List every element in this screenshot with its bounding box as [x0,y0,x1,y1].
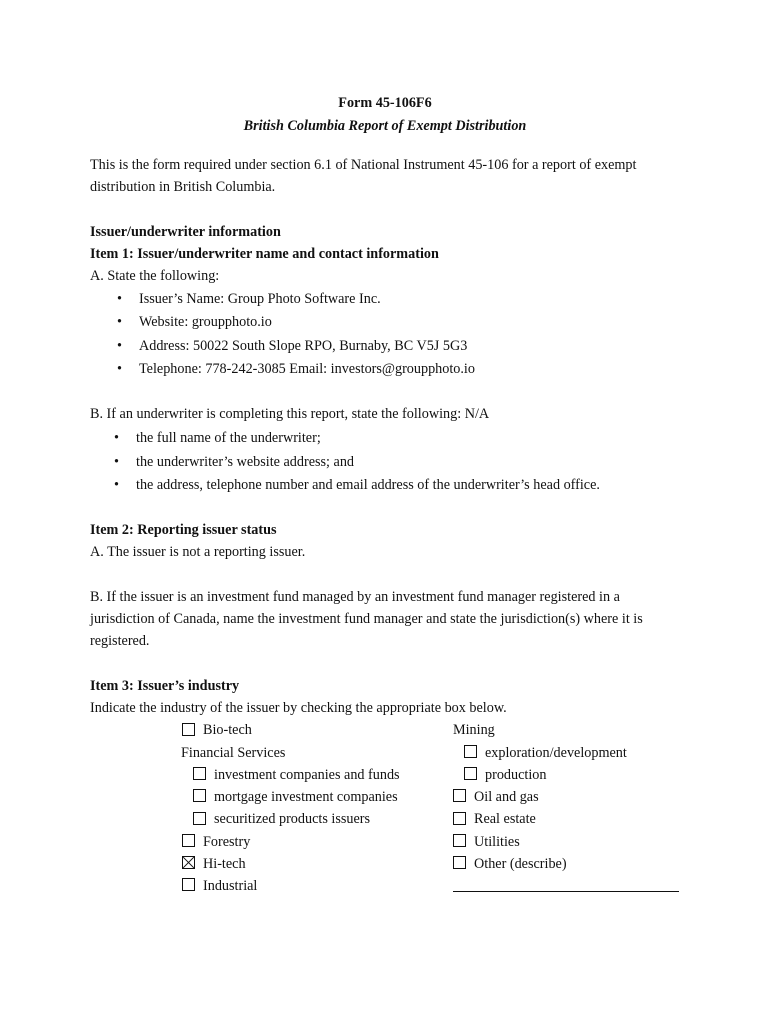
item-3-heading: Item 3: Issuer’s industry [90,678,240,694]
underwriter-website: the underwriter’s website address; and [136,454,355,470]
item-2-heading: Item 2: Reporting issuer status [90,522,277,538]
issuer-address: Address: 50022 South Slope RPO, Burnaby, BC V5J 5G3 [139,338,468,354]
intro-line-1: This is the form required under section 6.1 of National Instrument 45-106 for a report of exempt [90,157,637,173]
list-item [114,430,321,446]
list-item [117,338,467,354]
other-checkbox[interactable] [453,856,466,869]
item-3-instruction: Indicate the industry of the issuer by checking the appropriate box below. [90,700,507,716]
item-1-heading: Item 1: Issuer/underwriter name and contact information [90,246,439,262]
bullet-glyph: • [117,291,122,307]
forestry-checkbox[interactable] [182,834,195,847]
production-checkbox[interactable] [464,767,477,780]
issuer-name: Issuer’s Name: Group Photo Software Inc. [139,291,381,307]
biotech-label: Bio-tech [203,722,252,738]
underwriter-name: the full name of the underwriter; [136,430,321,446]
production-label: production [485,767,547,783]
hitech-checkbox[interactable] [182,856,195,869]
other-describe-line[interactable] [453,891,679,892]
real-estate-label: Real estate [474,811,536,827]
bullet-glyph: • [114,477,119,493]
mining-label: Mining [453,722,495,738]
bullet-glyph: • [117,314,122,330]
issuer-website: Website: groupphoto.io [139,314,272,330]
forestry-label: Forestry [203,834,251,850]
list-item [117,291,381,307]
securitized-label: securitized products issuers [214,811,371,827]
oil-gas-checkbox[interactable] [453,789,466,802]
exploration-checkbox[interactable] [464,745,477,758]
item-2-part-b-line-1: B. If the issuer is an investment fund managed by an investment fund manager registered in a [90,589,620,605]
industrial-label: Industrial [203,878,258,894]
hitech-label: Hi-tech [203,856,246,872]
real-estate-checkbox[interactable] [453,812,466,825]
item-2-part-b-line-2: jurisdiction of Canada, name the investment fund manager and state the jurisdiction(s) where it is [90,611,643,627]
bullet-glyph: • [114,430,119,446]
industrial-checkbox[interactable] [182,878,195,891]
bullet-glyph: • [117,338,122,354]
utilities-checkbox[interactable] [453,834,466,847]
item-2-part-b-line-3: registered. [90,633,150,649]
bullet-glyph: • [114,454,119,470]
issuer-contact: Telephone: 778-242-3085 Email: investors@groupphoto.io [139,361,475,377]
item-1-part-b: B. If an underwriter is completing this report, state the following: N/A [90,406,490,422]
investment-companies-label: investment companies and funds [214,767,400,783]
exploration-label: exploration/development [485,745,627,761]
list-item [114,454,354,470]
utilities-label: Utilities [474,834,520,850]
list-item [114,477,600,493]
item-2-part-a: A. The issuer is not a reporting issuer. [90,544,306,560]
mortgage-checkbox[interactable] [193,789,206,802]
section-heading-issuer: Issuer/underwriter information [90,224,281,240]
form-title: British Columbia Report of Exempt Distribution [243,118,527,134]
biotech-checkbox[interactable] [182,723,195,736]
form-number: Form 45-106F6 [338,95,432,111]
financial-services-label: Financial Services [181,745,286,761]
securitized-checkbox[interactable] [193,812,206,825]
list-item [117,314,272,330]
intro-line-2: distribution in British Columbia. [90,179,276,195]
underwriter-contact: the address, telephone number and email address of the underwriter’s head office. [136,477,600,493]
item-1-part-a: A. State the following: [90,268,220,284]
mortgage-label: mortgage investment companies [214,789,398,805]
oil-gas-label: Oil and gas [474,789,539,805]
bullet-glyph: • [117,361,122,377]
list-item [117,361,475,377]
other-label: Other (describe) [474,856,567,872]
investment-companies-checkbox[interactable] [193,767,206,780]
